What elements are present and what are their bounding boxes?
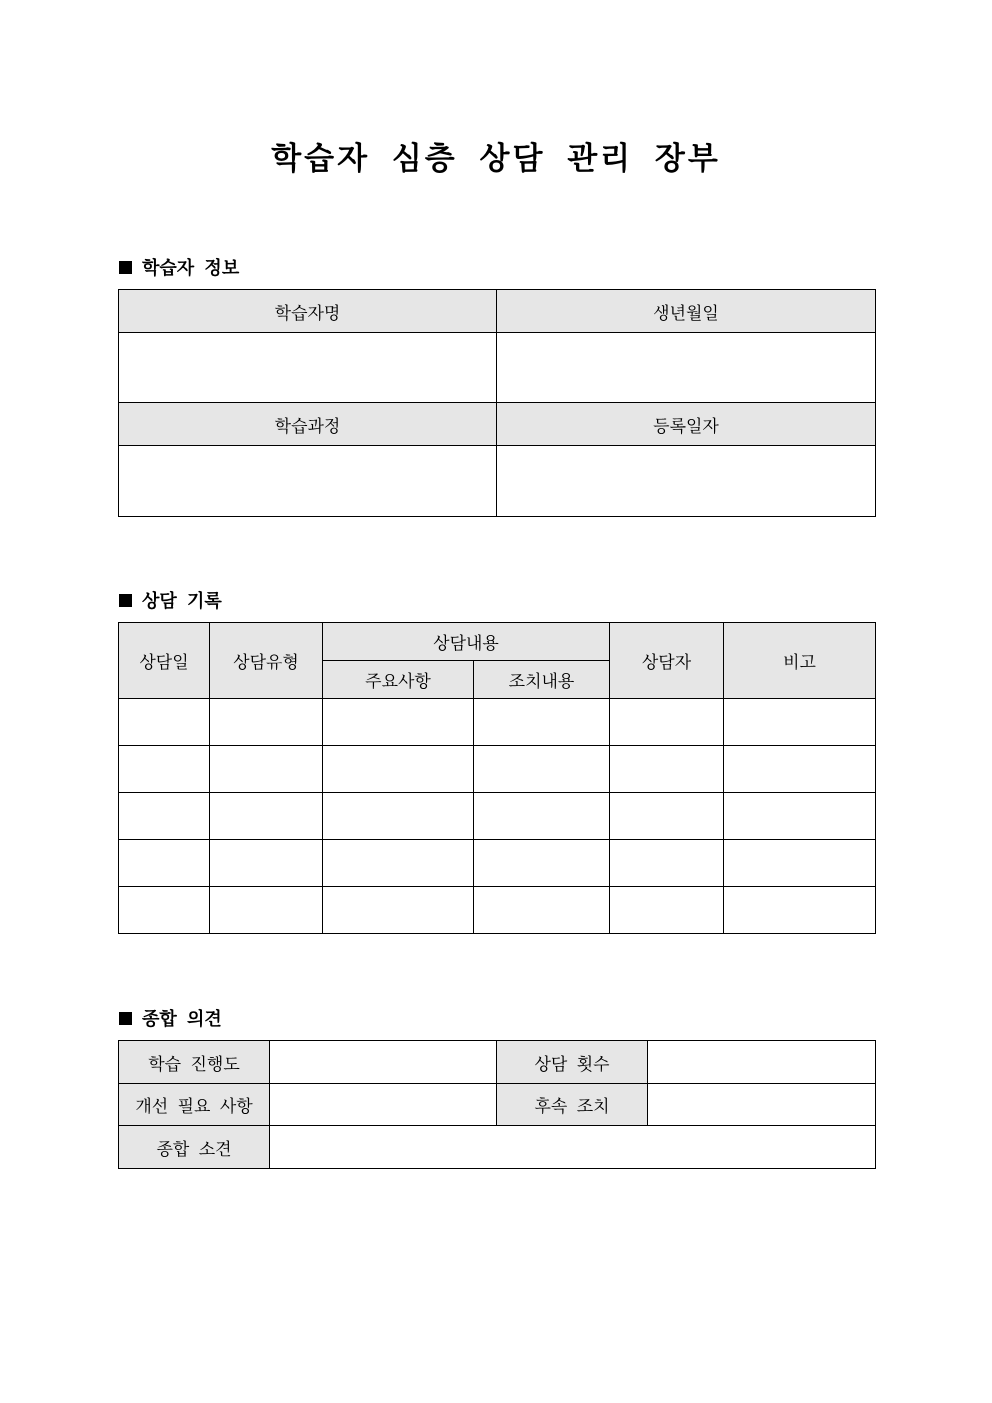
type-cell[interactable] <box>210 887 323 934</box>
remarks-cell[interactable] <box>724 746 876 793</box>
birthdate-label: 생년월일 <box>497 290 876 333</box>
date-cell[interactable] <box>119 887 210 934</box>
course-field[interactable] <box>119 446 497 517</box>
counselor-cell[interactable] <box>610 887 724 934</box>
col-action-header: 조치내용 <box>474 661 610 699</box>
date-cell[interactable] <box>119 746 210 793</box>
counselor-cell[interactable] <box>610 746 724 793</box>
table-row <box>119 840 876 887</box>
page-title: 학습자 심층 상담 관리 장부 <box>271 141 721 177</box>
col-content-header: 상담내용 <box>323 623 610 661</box>
col-main-header: 주요사항 <box>323 661 474 699</box>
birthdate-field[interactable] <box>497 333 876 403</box>
course-label: 학습과정 <box>119 403 497 446</box>
remarks-cell[interactable] <box>724 887 876 934</box>
col-counselor-header: 상담자 <box>610 623 724 699</box>
date-cell[interactable] <box>119 699 210 746</box>
table-row <box>119 746 876 793</box>
table-row <box>119 887 876 934</box>
date-cell[interactable] <box>119 793 210 840</box>
col-date-header: 상담일 <box>119 623 210 699</box>
counseling-record-table <box>118 622 876 934</box>
action-cell[interactable] <box>474 887 610 934</box>
col-type-header: 상담유형 <box>210 623 323 699</box>
improvement-label: 개선 필요 사항 <box>119 1084 270 1126</box>
remarks-cell[interactable] <box>724 840 876 887</box>
table-row <box>119 699 876 746</box>
remarks-cell[interactable] <box>724 699 876 746</box>
counselor-cell[interactable] <box>610 699 724 746</box>
main-cell[interactable] <box>323 887 474 934</box>
main-cell[interactable] <box>323 793 474 840</box>
action-cell[interactable] <box>474 746 610 793</box>
date-cell[interactable] <box>119 840 210 887</box>
progress-label: 학습 진행도 <box>119 1041 270 1084</box>
followup-label: 후속 조치 <box>497 1084 648 1126</box>
square-bullet-icon <box>119 1012 132 1025</box>
col-remarks-header: 비고 <box>724 623 876 699</box>
progress-field[interactable] <box>270 1041 497 1084</box>
improvement-field[interactable] <box>270 1084 497 1126</box>
summary-label: 종합 소견 <box>119 1126 270 1169</box>
square-bullet-icon <box>119 594 132 607</box>
table-row <box>119 793 876 840</box>
main-cell[interactable] <box>323 699 474 746</box>
registration-date-field[interactable] <box>497 446 876 517</box>
counseling-record-heading-text: 상담 기록 <box>142 591 222 612</box>
counselor-cell[interactable] <box>610 793 724 840</box>
learner-name-field[interactable] <box>119 333 497 403</box>
type-cell[interactable] <box>210 746 323 793</box>
counseling-record-heading <box>119 587 222 613</box>
action-cell[interactable] <box>474 699 610 746</box>
learner-name-label: 학습자명 <box>119 290 497 333</box>
overall-opinion-heading <box>119 1005 222 1031</box>
learner-info-heading <box>119 254 239 280</box>
count-field[interactable] <box>648 1041 876 1084</box>
type-cell[interactable] <box>210 699 323 746</box>
action-cell[interactable] <box>474 840 610 887</box>
overall-opinion-table <box>118 1040 876 1169</box>
followup-field[interactable] <box>648 1084 876 1126</box>
remarks-cell[interactable] <box>724 793 876 840</box>
action-cell[interactable] <box>474 793 610 840</box>
square-bullet-icon <box>119 261 132 274</box>
overall-opinion-heading-text: 종합 의견 <box>142 1009 222 1030</box>
main-cell[interactable] <box>323 746 474 793</box>
type-cell[interactable] <box>210 840 323 887</box>
summary-field[interactable] <box>270 1126 876 1169</box>
registration-date-label: 등록일자 <box>497 403 876 446</box>
counselor-cell[interactable] <box>610 840 724 887</box>
learner-info-table <box>118 289 876 517</box>
count-label: 상담 횟수 <box>497 1041 648 1084</box>
type-cell[interactable] <box>210 793 323 840</box>
main-cell[interactable] <box>323 840 474 887</box>
learner-info-heading-text: 학습자 정보 <box>142 258 240 279</box>
